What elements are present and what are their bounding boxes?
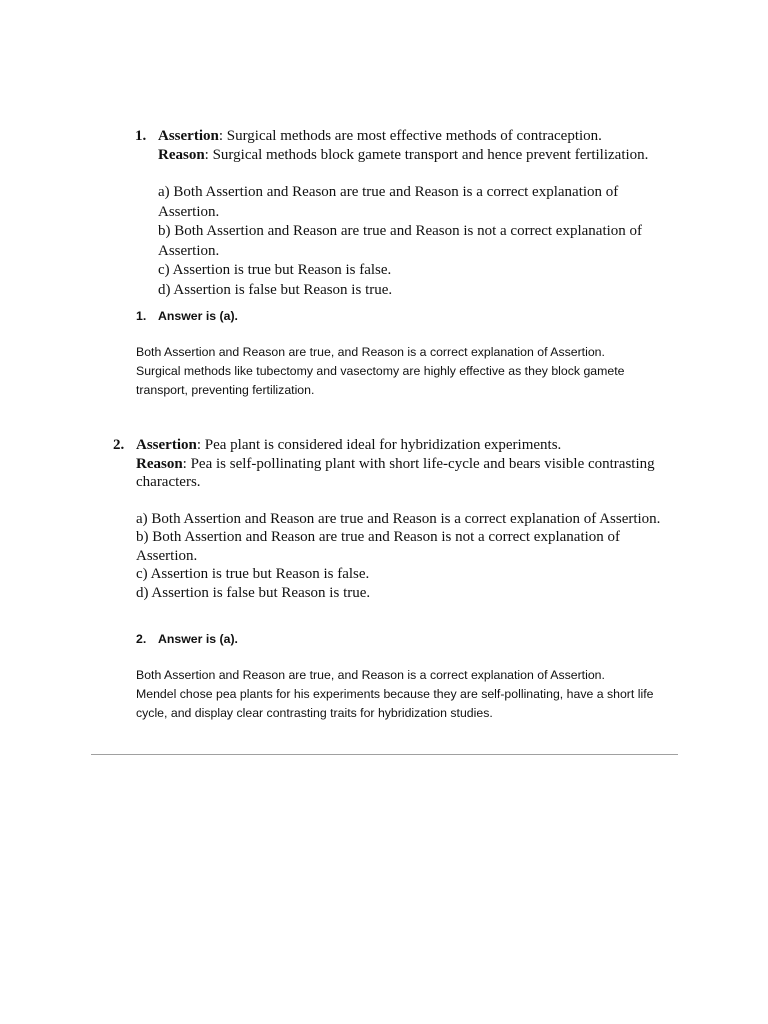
reason-text: : Surgical methods block gamete transport and hence prevent fertilization. — [204, 146, 649, 163]
explanation-line: Both Assertion and Reason are true, and Reason is a correct explanation of Assertion. — [136, 668, 605, 682]
reason-label: Reason — [158, 146, 205, 163]
option-a: a) Both Assertion and Reason are true and Reason is a correct explanation of — [158, 184, 619, 200]
question-body — [158, 127, 648, 299]
option-b-continued: Assertion. — [158, 242, 220, 259]
assertion-label: Assertion — [136, 437, 197, 453]
horizontal-divider — [91, 754, 678, 755]
option-d: d) Assertion is false but Reason is true. — [158, 281, 393, 298]
explanation-line: transport, preventing fertilization. — [136, 383, 315, 397]
explanation-line: Both Assertion and Reason are true, and Reason is a correct explanation of Assertion. — [136, 345, 605, 359]
assertion-label: Assertion — [158, 128, 219, 144]
explanation-line: Surgical methods like tubectomy and vasectomy are highly effective as they block gamete — [136, 364, 625, 378]
answer-number: 1. — [136, 309, 147, 323]
question-number: 1. — [135, 128, 147, 144]
reason-line — [158, 146, 648, 165]
option-a-continued: Assertion. — [158, 203, 220, 220]
explanation-line: Mendel chose pea plants for his experiments because they are self-pollinating, have a short life — [136, 687, 654, 701]
option-d: d) Assertion is false but Reason is true. — [136, 584, 371, 601]
reason-line-continued: characters. — [136, 474, 201, 490]
explanation-line: cycle, and display clear contrasting traits for hybridization studies. — [136, 706, 493, 720]
assertion-text: : Surgical methods are most effective methods of contraception. — [218, 128, 602, 144]
question-number: 2. — [113, 437, 125, 453]
assertion-line — [158, 127, 648, 146]
reason-label: Reason — [136, 455, 183, 472]
answer-label: Answer is (a). — [158, 632, 238, 646]
answer-number: 2. — [136, 632, 147, 646]
option-c: c) Assertion is true but Reason is false. — [158, 262, 392, 278]
answer-explanation — [136, 343, 624, 400]
reason-text: : Pea is self-pollinating plant with short life-cycle and bears visible contrasting — [182, 455, 655, 472]
assertion-line — [136, 436, 660, 455]
answer-label: Answer is (a). — [158, 309, 238, 323]
option-b-continued: Assertion. — [136, 547, 198, 564]
answer-explanation — [136, 666, 653, 723]
option-a: a) Both Assertion and Reason are true and Reason is a correct explanation of Assertion. — [136, 510, 661, 527]
option-b: b) Both Assertion and Reason are true and Reason is not a correct explanation of — [136, 529, 621, 545]
reason-line — [136, 455, 660, 474]
assertion-text: : Pea plant is considered ideal for hybridization experiments. — [196, 437, 562, 453]
question-body — [136, 436, 660, 602]
option-c: c) Assertion is true but Reason is false. — [136, 566, 370, 582]
option-b: b) Both Assertion and Reason are true and Reason is not a correct explanation of — [158, 223, 643, 239]
